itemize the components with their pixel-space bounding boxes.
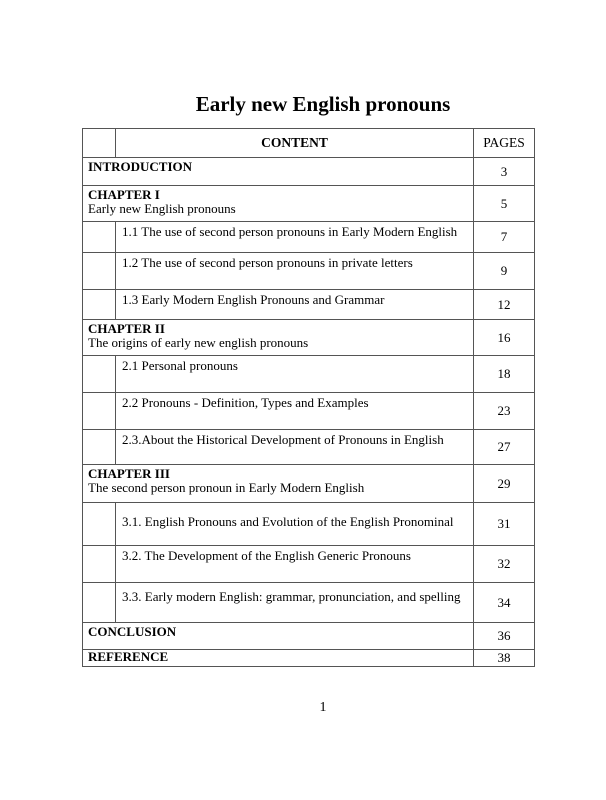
toc-sub-row bbox=[83, 430, 535, 465]
indent-cell bbox=[83, 583, 116, 623]
page-cell: 7 bbox=[474, 222, 535, 253]
section-heading: CONCLUSION bbox=[88, 624, 177, 639]
subsection-title: 3.3. Early modern English: grammar, pronunciation, and spelling bbox=[116, 583, 474, 623]
toc-sub-row bbox=[83, 290, 535, 320]
page-cell: 5 bbox=[474, 186, 535, 222]
subsection-title: 2.1 Personal pronouns bbox=[116, 356, 474, 393]
page-cell: 29 bbox=[474, 465, 535, 503]
section-cell bbox=[83, 465, 474, 503]
toc-sub-row bbox=[83, 546, 535, 583]
subsection-title: 2.3.About the Historical Development of Pronouns in English bbox=[116, 430, 474, 465]
section-subtitle: The second person pronoun in Early Modern English bbox=[88, 480, 365, 495]
subsection-title: 1.1 The use of second person pronouns in Early Modern English bbox=[116, 222, 474, 253]
page-cell: 32 bbox=[474, 546, 535, 583]
indent-cell bbox=[83, 546, 116, 583]
indent-cell bbox=[83, 356, 116, 393]
section-cell bbox=[83, 623, 474, 650]
indent-cell bbox=[83, 430, 116, 465]
indent-cell bbox=[83, 393, 116, 430]
header-indent-cell bbox=[83, 129, 116, 158]
section-cell bbox=[83, 650, 474, 667]
subsection-title: 3.1. English Pronouns and Evolution of the English Pronominal bbox=[116, 503, 474, 546]
toc-section-row bbox=[83, 186, 535, 222]
page-cell: 16 bbox=[474, 320, 535, 356]
section-cell bbox=[83, 320, 474, 356]
section-heading: REFERENCE bbox=[88, 649, 169, 664]
page-cell: 18 bbox=[474, 356, 535, 393]
toc-sub-row bbox=[83, 253, 535, 290]
table-of-contents bbox=[82, 128, 535, 667]
toc-sub-row bbox=[83, 583, 535, 623]
section-heading: INTRODUCTION bbox=[88, 159, 193, 174]
section-cell bbox=[83, 186, 474, 222]
toc-section-row bbox=[83, 650, 535, 667]
indent-cell bbox=[83, 503, 116, 546]
subsection-title: 1.2 The use of second person pronouns in private letters bbox=[116, 253, 474, 290]
page-number: 1 bbox=[319, 700, 327, 715]
section-subtitle: Early new English pronouns bbox=[88, 201, 236, 216]
toc-section-row bbox=[83, 623, 535, 650]
indent-cell bbox=[83, 222, 116, 253]
page-cell: 23 bbox=[474, 393, 535, 430]
page-cell: 38 bbox=[474, 650, 535, 667]
indent-cell bbox=[83, 290, 116, 320]
document-title: Early new English pronouns bbox=[195, 92, 451, 116]
page-cell: 31 bbox=[474, 503, 535, 546]
toc-sub-row bbox=[83, 393, 535, 430]
section-cell bbox=[83, 158, 474, 186]
toc-section-row bbox=[83, 158, 535, 186]
subsection-title: 2.2 Pronouns - Definition, Types and Examples bbox=[116, 393, 474, 430]
toc-sub-row bbox=[83, 356, 535, 393]
section-heading: CHAPTER II bbox=[88, 321, 165, 336]
subsection-title: 1.3 Early Modern English Pronouns and Grammar bbox=[116, 290, 474, 320]
toc-sub-row bbox=[83, 503, 535, 546]
page-cell: 9 bbox=[474, 253, 535, 290]
pages-header: PAGES bbox=[474, 129, 535, 158]
toc-sub-row bbox=[83, 222, 535, 253]
toc-header-row bbox=[83, 129, 535, 158]
page-cell: 36 bbox=[474, 623, 535, 650]
page-cell: 3 bbox=[474, 158, 535, 186]
indent-cell bbox=[83, 253, 116, 290]
subsection-title: 3.2. The Development of the English Generic Pronouns bbox=[116, 546, 474, 583]
section-subtitle: The origins of early new english pronouns bbox=[88, 335, 309, 350]
toc-section-row bbox=[83, 465, 535, 503]
page-cell: 34 bbox=[474, 583, 535, 623]
page-cell: 27 bbox=[474, 430, 535, 465]
section-heading: CHAPTER III bbox=[88, 466, 170, 481]
section-heading: CHAPTER I bbox=[88, 187, 160, 202]
content-header: CONTENT bbox=[116, 129, 474, 158]
toc-section-row bbox=[83, 320, 535, 356]
page-cell: 12 bbox=[474, 290, 535, 320]
